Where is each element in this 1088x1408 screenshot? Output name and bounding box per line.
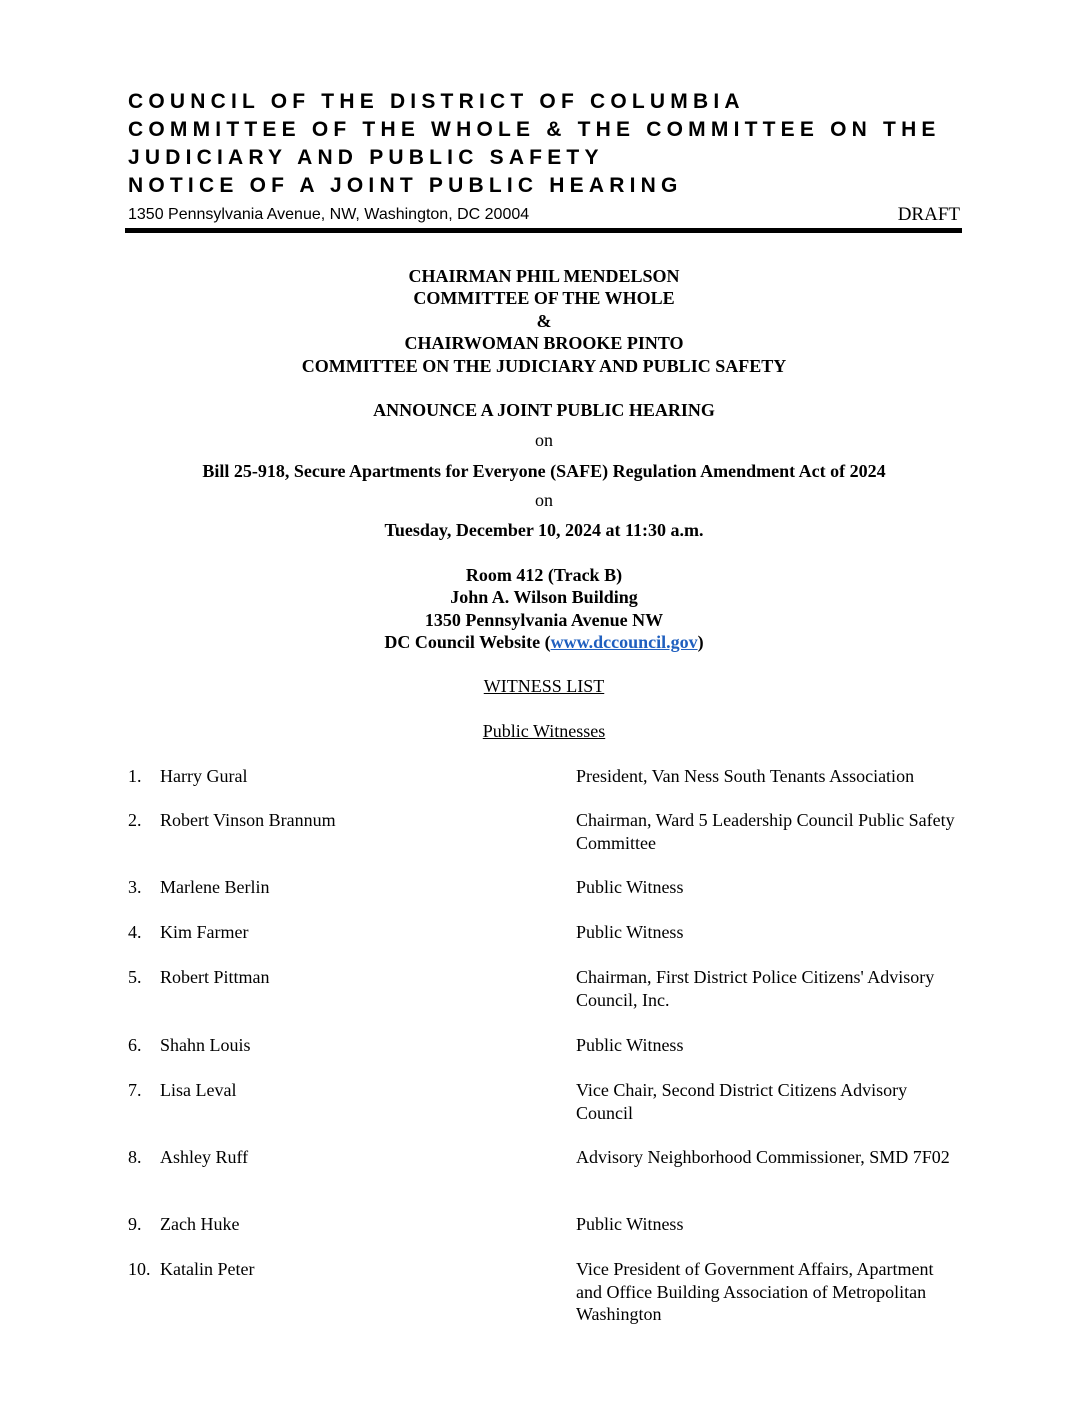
- witness-number: 4.: [128, 922, 142, 942]
- website-link[interactable]: www.dccouncil.gov: [550, 632, 698, 653]
- location-street: 1350 Pennsylvania Avenue NW: [424, 609, 664, 630]
- witness-number: 10.: [128, 1259, 151, 1279]
- witness-affiliation: President, Van Ness South Tenants Association: [576, 766, 915, 786]
- letterhead-line: JUDICIARY AND PUBLIC SAFETY: [128, 146, 604, 169]
- witness-number: 9.: [128, 1214, 142, 1234]
- witness-name: Kim Farmer: [160, 922, 249, 942]
- witness-list-title: WITNESS LIST: [483, 676, 605, 696]
- witness-number: 6.: [128, 1035, 142, 1055]
- witness-affiliation: Chairman, First District Police Citizens' Advisory Council, Inc.: [576, 967, 935, 1010]
- witness-affiliation: Chairman, Ward 5 Leadership Council Public Safety Committee: [576, 810, 955, 853]
- witness-affiliation: Vice Chair, Second District Citizens Advisory Council: [576, 1080, 908, 1123]
- witness-number: 2.: [128, 810, 142, 830]
- witness-name: Zach Huke: [160, 1214, 240, 1234]
- public-witnesses-title: Public Witnesses: [482, 721, 606, 741]
- header-rule: [125, 228, 962, 233]
- letterhead-line: COUNCIL OF THE DISTRICT OF COLUMBIA: [128, 90, 745, 113]
- witness-name: Lisa Leval: [160, 1080, 237, 1100]
- witness-affiliation: Public Witness: [576, 922, 684, 942]
- on-text: on: [535, 490, 553, 510]
- witness-affiliation: Vice President of Government Affairs, Apartment and Office Building Association of Metropolitan Washington: [576, 1259, 934, 1324]
- witness-affiliation: Public Witness: [576, 1035, 684, 1055]
- on-text: on: [535, 430, 553, 450]
- witness-name: Shahn Louis: [160, 1035, 251, 1055]
- witness-affiliation: Public Witness: [576, 877, 684, 897]
- witness-number: 8.: [128, 1147, 142, 1167]
- host-line: COMMITTEE OF THE WHOLE: [413, 288, 675, 309]
- witness-name: Katalin Peter: [160, 1259, 255, 1279]
- witness-name: Robert Vinson Brannum: [160, 810, 336, 830]
- witness-affiliation: Public Witness: [576, 1214, 684, 1234]
- website-suffix: ): [697, 632, 704, 653]
- draft-label: DRAFT: [897, 204, 960, 225]
- bill-title: Bill 25-918, Secure Apartments for Everyone (SAFE) Regulation Amendment Act of 2024: [202, 461, 886, 481]
- council-address: 1350 Pennsylvania Avenue, NW, Washington, DC 20004: [128, 206, 530, 223]
- announce-heading: ANNOUNCE A JOINT PUBLIC HEARING: [373, 400, 715, 420]
- witness-number: 5.: [128, 967, 142, 987]
- letterhead-line: NOTICE OF A JOINT PUBLIC HEARING: [128, 174, 683, 197]
- location-room: Room 412 (Track B): [465, 565, 623, 585]
- witness-number: 1.: [128, 766, 142, 786]
- witness-affiliation: Advisory Neighborhood Commissioner, SMD 7F02: [576, 1147, 950, 1167]
- host-line: COMMITTEE ON THE JUDICIARY AND PUBLIC SAFETY: [301, 355, 787, 376]
- host-line: CHAIRWOMAN BROOKE PINTO: [404, 333, 684, 354]
- website-prefix: DC Council Website (: [384, 632, 551, 653]
- hearing-date: Tuesday, December 10, 2024 at 11:30 a.m.: [384, 520, 704, 540]
- letterhead: [128, 88, 962, 228]
- hosts-block: [0, 265, 1088, 377]
- witness-number: 7.: [128, 1080, 142, 1100]
- host-line: &: [536, 310, 552, 331]
- location-website: [0, 631, 1088, 653]
- location-building: John A. Wilson Building: [450, 587, 638, 608]
- witness-name: Marlene Berlin: [160, 877, 270, 897]
- witness-name: Harry Gural: [160, 766, 248, 786]
- location-block: [0, 564, 1088, 654]
- witness-number: 3.: [128, 877, 142, 897]
- letterhead-line: COMMITTEE OF THE WHOLE & THE COMMITTEE ON THE: [128, 118, 941, 141]
- address-row: [128, 204, 962, 228]
- witness-name: Ashley Ruff: [160, 1147, 249, 1167]
- host-line: CHAIRMAN PHIL MENDELSON: [408, 266, 680, 286]
- witness-name: Robert Pittman: [160, 967, 270, 987]
